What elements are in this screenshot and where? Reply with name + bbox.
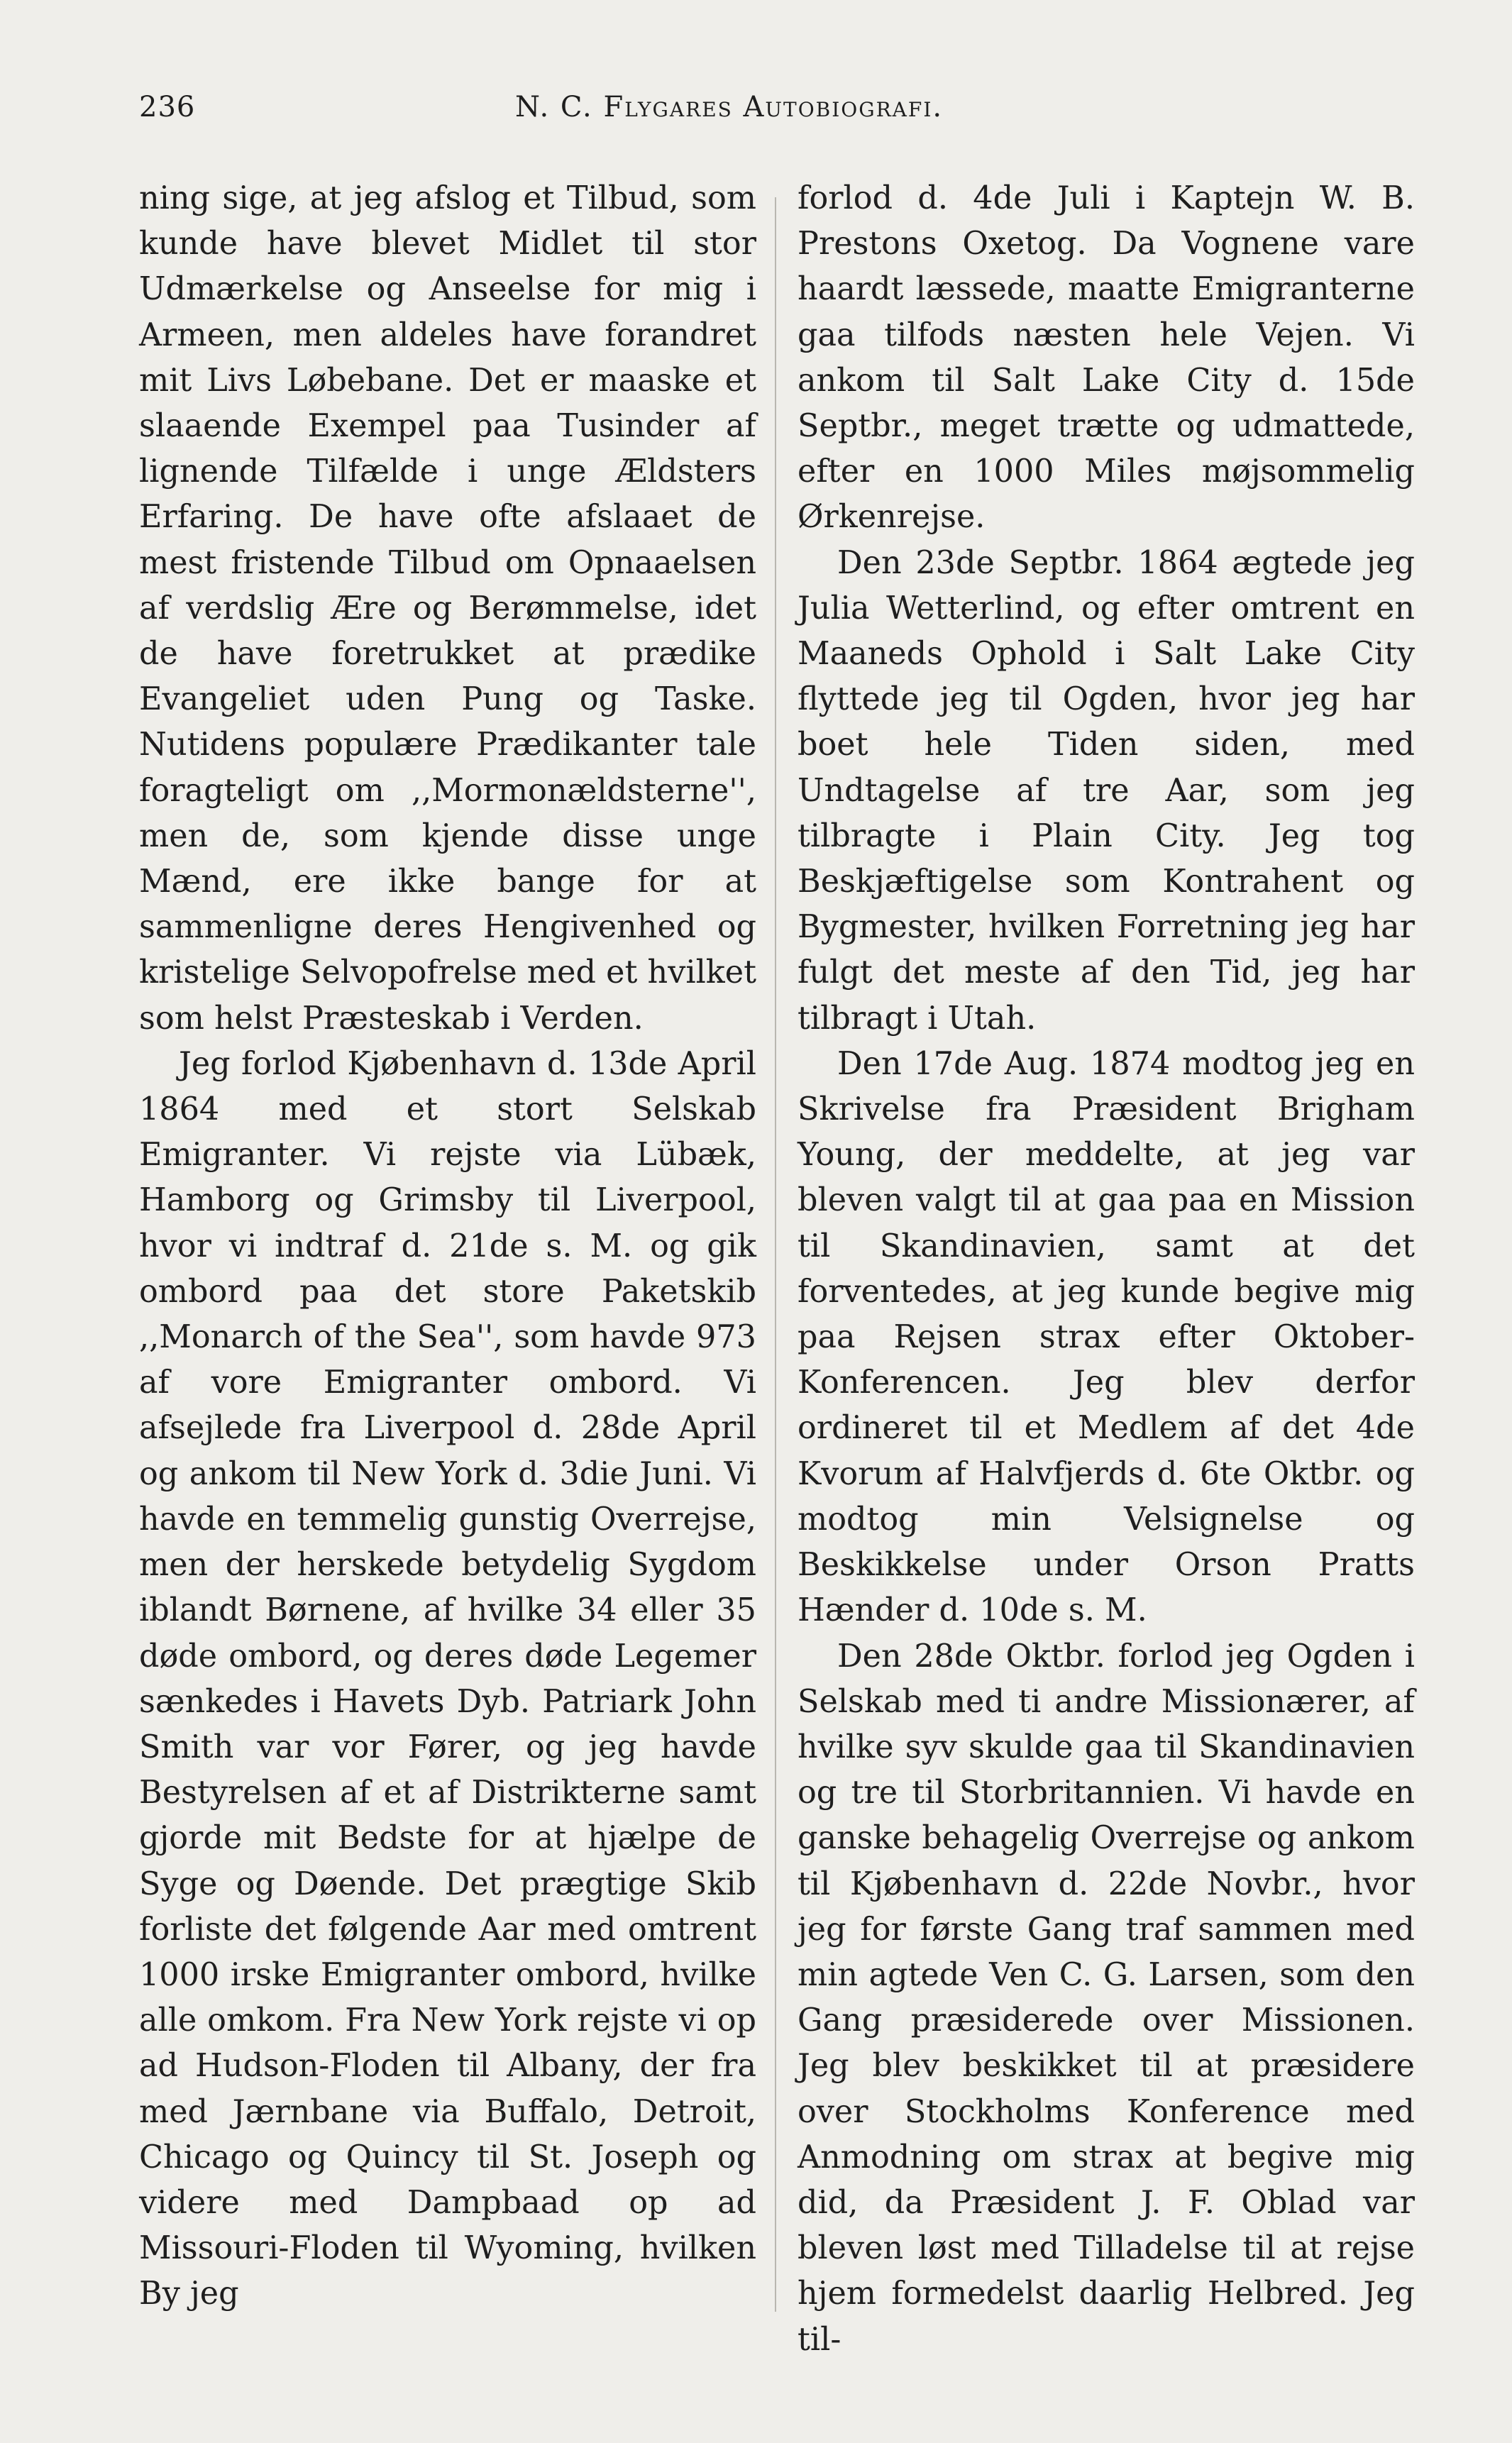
paragraph: Den 28de Oktbr. forlod jeg Ogden i Selskab med ti andre Missionærer, af hvilke syv skulde gaa til Skandinavien og tre til Storbritannien. Vi havde en ganske behagelig Overrejse og ankom til Kjøbenhavn d. 22de Novbr., hvor jeg for første Gang traf sammen med min agtede Ven C. G. Larsen, som den Gang præsiderede over Missionen. Jeg blev beskikket til at præsidere over Stockholms Konference med Anmodning om strax at begive mig did, da Præsident J. F. Oblad var bleven løst med Tilladelse til at rejse hjem formedelst daarlig Helbred. Jeg til- [798,1638,1415,2358]
paragraph: ning sige, at jeg afslog et Tilbud, som kunde have blevet Midlet til stor Udmærkelse og Anseelse for mig i Armeen, men aldeles have forandret mit Livs Løbebane. Det er maaske et slaaende Exempel paa Tusinder af lignende Tilfælde i unge Ældsters Erfaring. De have ofte afslaaet de mest fristende Tilbud om Opnaaelsen af verdslig Ære og Berømmelse, idet de have foretrukket at prædike Evangeliet uden Pung og Taske. Nutidens populære Prædikanter tale foragteligt om ,,Mormonældsterne'', men de, som kjende disse unge Mænd, ere ikke bange for at sammenligne deres Hengivenhed og kristelige Selvopofrelse med et hvilket som helst Præsteskab i Verden. [139,180,756,1037]
right-column [798,176,1415,2363]
paragraph: forlod d. 4de Juli i Kaptejn W. B. Prestons Oxetog. Da Vognene vare haardt læssede, maatte Emigranterne gaa tilfods næsten hele Vejen. Vi ankom til Salt Lake City d. 15de Septbr., meget trætte og udmattede, efter en 1000 Miles møjsommelig Ørkenrejse. [798,180,1415,536]
left-column [139,176,756,2317]
paragraph: Jeg forlod Kjøbenhavn d. 13de April 1864 med et stort Selskab Emigranter. Vi rejste via Lübæk, Hamborg og Grimsby til Liverpool, hvor vi indtraf d. 21de s. M. og gik ombord paa det store Paketskib ,,Monarch of the Sea'', som havde 973 af vore Emigranter ombord. Vi afsejlede fra Liverpool d. 28de April og ankom til New York d. 3die Juni. Vi havde en temmelig gunstig Overrejse, men der herskede betydelig Sygdom iblandt Børnene, af hvilke 34 eller 35 døde ombord, og deres døde Legemer sænkedes i Havets Dyb. Patriark John Smith var vor Fører, og jeg havde Bestyrelsen af et af Distrikterne samt gjorde mit Bedste for at hjælpe de Syge og Døende. Det prægtige Skib forliste det følgende Aar med omtrent 1000 irske Emigranter ombord, hvilke alle omkom. Fra New York rejste vi op ad Hudson-Floden til Albany, der fra med Jærnbane via Buffalo, Detroit, Chicago og Quincy til St. Joseph og videre med Dampbaad op ad Missouri-Floden til Wyoming, hvilken By jeg [139,1045,756,2312]
paragraph: Den 17de Aug. 1874 modtog jeg en Skrivelse fra Præsident Brigham Young, der meddelte, at jeg var bleven valgt til at gaa paa en Mission til Skandinavien, samt at det forventedes, at jeg kunde begive mig paa Rejsen strax efter Oktober-Konferencen. Jeg blev derfor ordineret til et Medlem af det 4de Kvorum af Halvfjerds d. 6te Oktbr. og modtog min Velsignelse og Beskikkelse under Orson Pratts Hænder d. 10de s. M. [798,1045,1415,1629]
paragraph: Den 23de Septbr. 1864 ægtede jeg Julia Wetterlind, og efter omtrent en Maaneds Ophold i Salt Lake City flyttede jeg til Ogden, hvor jeg har boet hele Tiden siden, med Undtagelse af tre Aar, som jeg tilbragte i Plain City. Jeg tog Beskjæftigelse som Kontrahent og Bygmester, hvilken Forretning jeg har fulgt det meste af den Tid, jeg har tilbragt i Utah. [798,544,1415,1037]
page-number: 236 [139,91,196,123]
running-title: N. C. Flygares Autobiografi. [515,91,944,123]
column-divider [775,197,776,2312]
page-header [139,91,1409,133]
